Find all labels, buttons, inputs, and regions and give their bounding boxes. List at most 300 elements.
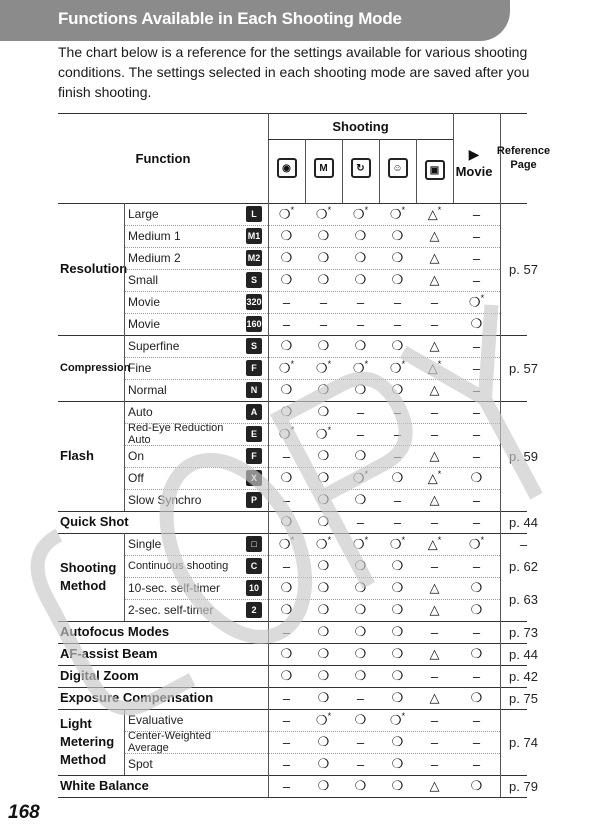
value-cell	[416, 313, 453, 335]
table-rule	[124, 401, 125, 511]
availability-mark: ❍	[470, 602, 483, 617]
value-cell	[305, 731, 342, 753]
value-cell	[416, 269, 453, 291]
value-cell	[305, 511, 342, 533]
availability-mark: ❍	[354, 558, 367, 573]
value-cell	[379, 709, 416, 731]
row-label: 2-sec. self-timer	[128, 603, 214, 617]
availability-mark: △	[429, 602, 440, 617]
group-label: Quick Shot	[60, 514, 129, 529]
value-cell	[305, 291, 342, 313]
availability-mark: –	[472, 712, 481, 728]
value-cell	[379, 467, 416, 489]
value-cell	[342, 643, 379, 665]
availability-mark: ❍	[470, 316, 483, 331]
value-cell	[416, 775, 453, 797]
availability-mark: ❍	[391, 228, 404, 243]
availability-mark: ❍	[280, 668, 293, 683]
availability-mark: ❍*	[315, 535, 332, 552]
availability-mark: –	[282, 448, 291, 464]
value-cell	[379, 357, 416, 379]
value-cell	[416, 577, 453, 599]
value-cell	[453, 401, 500, 423]
value-cell	[379, 489, 416, 511]
value-cell	[342, 357, 379, 379]
value-cell	[453, 709, 500, 731]
value-cell	[342, 225, 379, 247]
availability-mark: ❍	[280, 250, 293, 265]
availability-mark: –	[393, 514, 402, 530]
availability-mark: ❍*	[315, 205, 332, 222]
availability-mark: ❍	[317, 602, 330, 617]
reference-page: p. 57	[509, 360, 538, 376]
table-rule	[124, 379, 500, 380]
value-cell	[305, 467, 342, 489]
value-cell	[453, 467, 500, 489]
value-cell	[453, 731, 500, 753]
value-cell	[379, 643, 416, 665]
value-cell	[268, 247, 305, 269]
availability-mark: △	[429, 448, 440, 463]
row-label: On	[128, 449, 145, 463]
table-rule	[124, 731, 500, 732]
function-icon: 160	[246, 316, 262, 332]
page-number: 168	[8, 802, 40, 823]
availability-mark: ❍	[354, 646, 367, 661]
value-cell	[416, 533, 453, 555]
value-cell	[305, 665, 342, 687]
table-rule	[124, 489, 500, 490]
value-cell	[268, 203, 305, 225]
value-cell	[416, 489, 453, 511]
value-cell	[379, 533, 416, 555]
function-icon: S	[246, 272, 262, 288]
value-cell	[453, 599, 500, 621]
group-label: Flash	[60, 448, 94, 463]
availability-mark: △*	[427, 205, 442, 222]
availability-mark: ❍*	[389, 205, 406, 222]
availability-mark: –	[472, 338, 481, 354]
function-icon: 10	[246, 580, 262, 596]
availability-mark: ❍	[280, 228, 293, 243]
value-cell	[305, 687, 342, 709]
table-rule	[124, 313, 500, 314]
availability-mark: ❍	[317, 404, 330, 419]
reference-page: p. 75	[509, 690, 538, 706]
function-icon: X	[246, 470, 262, 486]
value-cell	[305, 313, 342, 335]
value-cell	[305, 379, 342, 401]
availability-mark: ❍	[317, 470, 330, 485]
value-cell	[268, 753, 305, 775]
value-cell	[268, 401, 305, 423]
availability-mark: ❍	[354, 580, 367, 595]
value-cell	[268, 379, 305, 401]
availability-mark: ❍	[317, 580, 330, 595]
value-cell	[342, 709, 379, 731]
availability-mark: ❍	[317, 558, 330, 573]
value-cell	[305, 335, 342, 357]
function-icon: 320	[246, 294, 262, 310]
value-cell	[453, 423, 500, 445]
table-rule	[124, 247, 500, 248]
value-cell	[453, 445, 500, 467]
availability-mark: –	[282, 558, 291, 574]
availability-mark: ❍	[280, 382, 293, 397]
table-rule	[500, 203, 501, 797]
availability-mark: –	[319, 294, 328, 310]
row-label: Medium 1	[128, 229, 181, 243]
availability-mark: △	[429, 580, 440, 595]
availability-mark: ❍*	[389, 359, 406, 376]
availability-mark: ❍	[391, 272, 404, 287]
availability-mark: ❍	[280, 470, 293, 485]
intro-paragraph: The chart below is a reference for the settings available for various shooting conditions. The settings selected in each shooting mode are saved after you finish shooting.	[58, 44, 530, 100]
value-cell	[268, 313, 305, 335]
value-cell	[453, 291, 500, 313]
value-cell	[416, 423, 453, 445]
availability-mark: ❍	[354, 712, 367, 727]
reference-page: p. 42	[509, 668, 538, 684]
value-cell	[342, 445, 379, 467]
availability-mark: –	[356, 404, 365, 420]
value-cell	[453, 643, 500, 665]
availability-mark: ❍	[317, 778, 330, 793]
availability-mark: ❍	[354, 602, 367, 617]
row-label: Slow Synchro	[128, 493, 202, 507]
availability-mark: –	[472, 558, 481, 574]
value-cell	[342, 533, 379, 555]
value-cell	[268, 511, 305, 533]
value-cell	[379, 621, 416, 643]
value-cell	[342, 489, 379, 511]
value-cell	[379, 379, 416, 401]
availability-mark: ❍*	[389, 711, 406, 728]
group-label: Exposure Compensation	[60, 690, 214, 705]
availability-mark: –	[430, 404, 439, 420]
table-rule	[416, 139, 417, 203]
value-cell	[453, 555, 500, 577]
function-icon: M1	[246, 228, 262, 244]
value-cell	[416, 467, 453, 489]
value-cell	[379, 269, 416, 291]
value-cell	[453, 247, 500, 269]
value-cell	[453, 665, 500, 687]
table-rule	[124, 555, 500, 556]
value-cell	[416, 555, 453, 577]
value-cell	[305, 599, 342, 621]
availability-mark: –	[282, 690, 291, 706]
value-cell	[379, 577, 416, 599]
group-label: AF-assist Beam	[60, 646, 158, 661]
availability-mark: –	[430, 426, 439, 442]
value-cell	[305, 621, 342, 643]
table-rule	[58, 797, 527, 798]
section-title: Functions Available in Each Shooting Mode	[58, 9, 402, 28]
movie-camera-icon: ▶	[468, 145, 480, 162]
table-rule	[124, 423, 500, 424]
value-cell	[416, 643, 453, 665]
availability-mark: ❍	[391, 338, 404, 353]
availability-mark: –	[282, 294, 291, 310]
value-cell	[305, 753, 342, 775]
table-rule	[124, 709, 125, 775]
availability-mark: –	[430, 558, 439, 574]
value-cell	[453, 313, 500, 335]
value-cell	[453, 753, 500, 775]
table-rule	[124, 335, 125, 401]
value-cell	[379, 731, 416, 753]
availability-mark: ❍	[354, 382, 367, 397]
value-cell	[342, 335, 379, 357]
availability-mark: ❍	[354, 338, 367, 353]
value-cell	[342, 269, 379, 291]
availability-mark: ❍	[391, 382, 404, 397]
availability-mark: ❍	[470, 778, 483, 793]
manual-mode-icon: M	[305, 153, 342, 183]
availability-mark: △	[429, 272, 440, 287]
function-icon: C	[246, 558, 262, 574]
value-cell	[342, 599, 379, 621]
availability-mark: ❍	[391, 624, 404, 639]
value-cell	[453, 203, 500, 225]
availability-mark: ❍*	[278, 425, 295, 442]
availability-mark: ❍	[354, 624, 367, 639]
availability-mark: ❍	[317, 690, 330, 705]
row-label: Superfine	[128, 339, 180, 353]
table-rule	[124, 577, 500, 578]
row-label: Continuous shooting	[128, 560, 229, 572]
table-rule	[124, 203, 125, 335]
functions-table	[58, 113, 551, 803]
table-rule	[124, 225, 500, 226]
availability-mark: ❍	[317, 756, 330, 771]
reference-page: p. 44	[509, 646, 538, 662]
availability-mark: –	[282, 734, 291, 750]
availability-mark: ❍	[391, 668, 404, 683]
value-cell	[305, 489, 342, 511]
row-label: Fine	[128, 361, 152, 375]
value-cell	[268, 467, 305, 489]
availability-mark: ❍	[317, 272, 330, 287]
value-cell	[416, 401, 453, 423]
value-cell	[305, 445, 342, 467]
value-cell	[379, 335, 416, 357]
value-cell	[379, 291, 416, 313]
availability-mark: ❍	[317, 646, 330, 661]
auto-mode-icon: ◉	[268, 153, 305, 183]
value-cell	[342, 665, 379, 687]
availability-mark: ❍	[317, 250, 330, 265]
availability-mark: –	[472, 624, 481, 640]
row-label: Medium 2	[128, 251, 181, 265]
value-cell	[268, 621, 305, 643]
row-label: Red-Eye Reduction Auto	[128, 422, 224, 446]
reference-page: p. 73	[509, 624, 538, 640]
availability-mark: ❍	[354, 448, 367, 463]
availability-mark: –	[430, 316, 439, 332]
function-icon: M2	[246, 250, 262, 266]
table-rule	[124, 445, 500, 446]
value-cell	[453, 775, 500, 797]
availability-mark: ❍	[354, 668, 367, 683]
table-rule	[305, 139, 306, 203]
postcard-mode-icon: ▣	[416, 141, 453, 199]
availability-mark: ❍	[391, 602, 404, 617]
value-cell	[416, 225, 453, 247]
value-cell	[416, 379, 453, 401]
availability-mark: –	[282, 756, 291, 772]
availability-mark: –	[472, 668, 481, 684]
availability-mark: –	[472, 228, 481, 244]
value-cell	[342, 313, 379, 335]
value-cell	[453, 269, 500, 291]
value-cell	[379, 753, 416, 775]
availability-mark: ❍	[317, 734, 330, 749]
availability-mark: ❍	[391, 756, 404, 771]
value-cell	[342, 401, 379, 423]
availability-mark: –	[472, 250, 481, 266]
availability-mark: –	[472, 734, 481, 750]
value-cell	[268, 335, 305, 357]
function-icon: □	[246, 536, 262, 552]
availability-mark: △	[429, 690, 440, 705]
availability-mark: ❍	[317, 448, 330, 463]
table-rule	[379, 139, 380, 203]
value-cell	[268, 709, 305, 731]
value-cell	[268, 533, 305, 555]
availability-mark: ❍	[391, 690, 404, 705]
availability-mark: ❍*	[352, 205, 369, 222]
value-cell	[453, 335, 500, 357]
availability-mark: ❍*	[352, 359, 369, 376]
row-label: Normal	[128, 383, 167, 397]
availability-mark: –	[472, 426, 481, 442]
value-cell	[342, 467, 379, 489]
availability-mark: ❍	[391, 250, 404, 265]
function-icon: L	[246, 206, 262, 222]
availability-mark: ❍*	[315, 425, 332, 442]
availability-mark: –	[472, 206, 481, 222]
value-cell	[342, 753, 379, 775]
value-cell	[305, 401, 342, 423]
value-cell	[453, 489, 500, 511]
value-cell	[342, 731, 379, 753]
function-icon: A	[246, 404, 262, 420]
section-header-bar	[0, 0, 510, 41]
row-label: Auto	[128, 405, 153, 419]
group-label: Compression	[60, 362, 131, 374]
availability-mark: ❍	[354, 492, 367, 507]
availability-mark: ❍	[470, 580, 483, 595]
availability-mark: ❍	[354, 228, 367, 243]
availability-mark: –	[356, 734, 365, 750]
availability-mark: –	[282, 712, 291, 728]
value-cell	[379, 225, 416, 247]
table-rule	[124, 753, 500, 754]
value-cell	[305, 269, 342, 291]
table-rule	[124, 357, 500, 358]
value-cell	[342, 511, 379, 533]
availability-mark: ❍*	[278, 205, 295, 222]
availability-mark: ❍*	[352, 535, 369, 552]
availability-mark: –	[393, 294, 402, 310]
value-cell	[379, 665, 416, 687]
row-label: Center-Weighted Average	[128, 730, 211, 754]
value-cell	[453, 577, 500, 599]
value-cell	[305, 423, 342, 445]
group-label: Digital Zoom	[60, 668, 139, 683]
availability-mark: ❍*	[468, 293, 485, 310]
value-cell	[342, 379, 379, 401]
availability-mark: △	[429, 492, 440, 507]
group-label: Shooting Method	[60, 560, 117, 593]
value-cell	[268, 291, 305, 313]
value-cell	[453, 225, 500, 247]
availability-mark: ❍	[317, 514, 330, 529]
availability-mark: –	[430, 712, 439, 728]
value-cell	[453, 533, 500, 555]
value-cell	[379, 555, 416, 577]
value-cell	[305, 533, 342, 555]
availability-mark: △	[429, 250, 440, 265]
value-cell	[305, 357, 342, 379]
value-cell	[268, 643, 305, 665]
value-cell	[342, 423, 379, 445]
availability-mark: ❍	[354, 778, 367, 793]
availability-mark: ❍*	[352, 469, 369, 486]
value-cell	[416, 687, 453, 709]
availability-mark: –	[430, 668, 439, 684]
value-cell	[268, 775, 305, 797]
group-label: Resolution	[60, 261, 128, 276]
value-cell	[379, 445, 416, 467]
availability-mark: ❍	[391, 778, 404, 793]
availability-mark: △	[429, 778, 440, 793]
availability-mark: ❍	[470, 646, 483, 661]
value-cell	[342, 577, 379, 599]
stitch-assist-icon: ↻	[342, 153, 379, 183]
value-cell	[379, 511, 416, 533]
availability-mark: –	[356, 514, 365, 530]
value-cell	[305, 247, 342, 269]
function-icon: F	[246, 448, 262, 464]
row-label: Single	[128, 537, 162, 551]
availability-mark: ❍	[280, 514, 293, 529]
value-cell	[416, 665, 453, 687]
availability-mark: ❍	[317, 228, 330, 243]
table-rule	[268, 139, 453, 140]
value-cell	[268, 577, 305, 599]
availability-mark: –	[472, 514, 481, 530]
reference-page: p. 63	[509, 591, 538, 607]
availability-mark: –	[356, 316, 365, 332]
reference-header: Reference Page	[496, 145, 551, 171]
availability-mark: ❍*	[315, 711, 332, 728]
availability-mark: △*	[427, 535, 442, 552]
value-cell	[416, 335, 453, 357]
function-icon: P	[246, 492, 262, 508]
availability-mark: ❍	[317, 668, 330, 683]
movie-header: Movie	[455, 163, 493, 179]
availability-mark: –	[430, 734, 439, 750]
availability-mark: ❍*	[468, 535, 485, 552]
value-cell	[379, 423, 416, 445]
value-cell	[379, 775, 416, 797]
value-cell	[342, 247, 379, 269]
function-icon: N	[246, 382, 262, 398]
availability-mark: –	[282, 624, 291, 640]
